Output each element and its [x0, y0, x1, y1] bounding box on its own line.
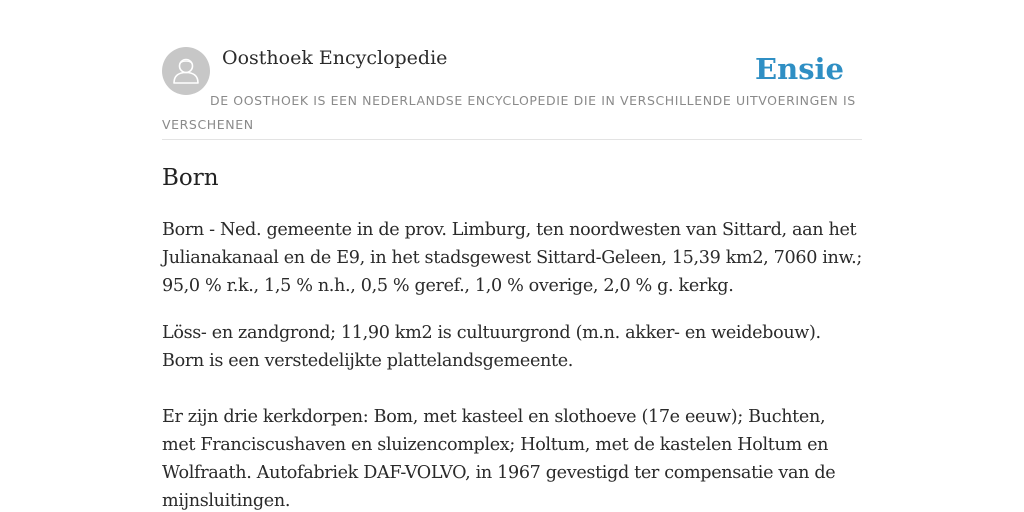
article-title: Born [162, 165, 219, 191]
source-tagline: DE OOSTHOEK IS EEN NEDERLANDSE ENCYCLOPEDIE DIE IN VERSCHILLENDE UITVOERINGEN IS VERSCHENEN [162, 93, 856, 132]
article-paragraph: Born - Ned. gemeente in de prov. Limburg, ten noordwesten van Sittard, aan het Julianakanaal en de E9, in het stadsgewest Sittard-Geleen, 15,39 km2, 7060 inw.; 95,0 % r.k., 1,5 % n.h., 0,5 % geref., 1,0 % overige, 2,0 % g. kerkg. [162, 220, 862, 296]
article-paragraph: Löss- en zandgrond; 11,90 km2 is cultuurgrond (m.n. akker- en weidebouw). Born is een verstedelijkte plattelandsgemeente. [162, 323, 821, 371]
article-paragraph: Er zijn drie kerkdorpen: Bom, met kasteel en slothoeve (17e eeuw); Buchten, met Franciscushaven en sluizencomplex; Holtum, met de kastelen Holtum en Wolfraath. Autofabriek DAF-VOLVO, in 1967 gevestigd ter compensatie van de mijnsluitingen. [162, 407, 836, 511]
user-icon [162, 47, 210, 95]
source-avatar[interactable] [162, 47, 210, 95]
page-container [162, 0, 862, 511]
source-header [162, 0, 862, 140]
article-body [162, 216, 862, 512]
source-name-link[interactable]: Oosthoek Encyclopedie [222, 47, 448, 69]
ensie-logo-link[interactable]: Ensie [755, 52, 844, 86]
